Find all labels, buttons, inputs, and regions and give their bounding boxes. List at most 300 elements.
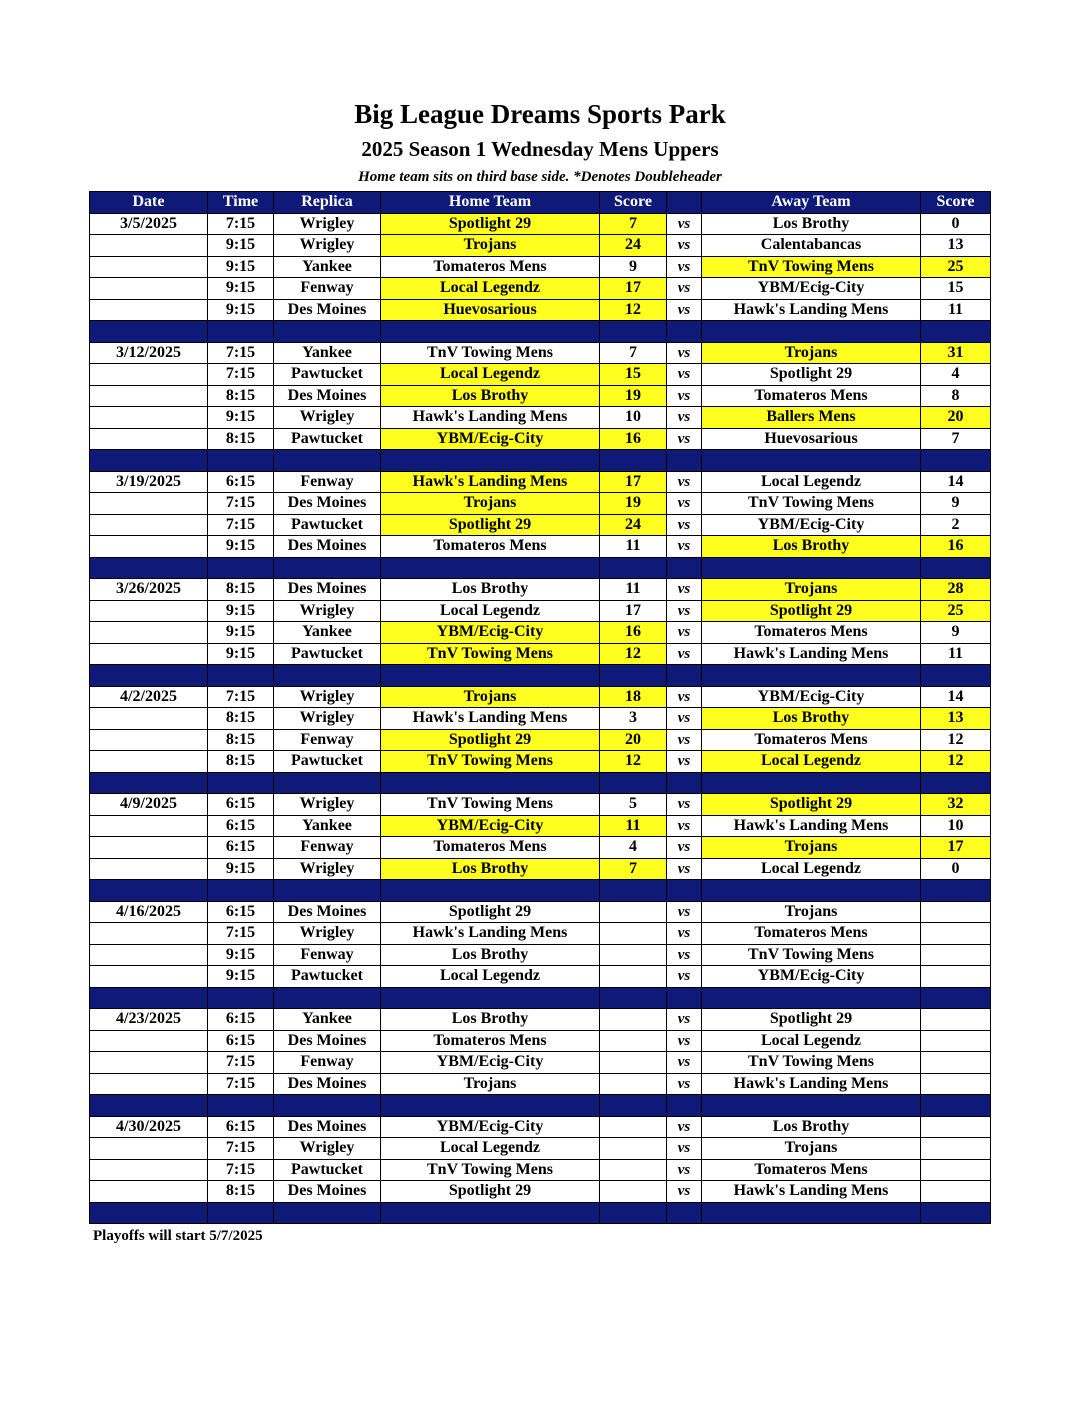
away-team-cell: YBM/Ecig-City [702,686,921,708]
home-team-cell: Tomateros Mens [381,837,600,859]
away-score-cell: 11 [921,299,991,321]
table-row [90,622,991,644]
replica-cell: Des Moines [274,901,381,923]
date-cell: 4/30/2025 [90,1116,208,1138]
replica-cell: Yankee [274,342,381,364]
time-cell: 7:15 [208,493,274,515]
date-cell: 3/12/2025 [90,342,208,364]
time-cell: 7:15 [208,1052,274,1074]
away-team-cell: TnV Towing Mens [702,944,921,966]
separator-cell [921,1202,991,1224]
home-team-cell: Los Brothy [381,1009,600,1031]
replica-cell: Wrigley [274,708,381,730]
replica-cell: Wrigley [274,1138,381,1160]
replica-cell: Des Moines [274,299,381,321]
time-cell: 8:15 [208,579,274,601]
separator-cell [208,1202,274,1224]
table-row [90,256,991,278]
away-team-cell: Spotlight 29 [702,1009,921,1031]
away-score-cell: 0 [921,858,991,880]
table-row [90,1116,991,1138]
away-score-cell: 9 [921,622,991,644]
away-team-cell: Trojans [702,579,921,601]
vs-cell: vs [667,815,702,837]
date-cell [90,944,208,966]
away-team-cell: Tomateros Mens [702,622,921,644]
vs-cell: vs [667,471,702,493]
date-cell [90,1030,208,1052]
table-row [90,407,991,429]
away-score-cell: 12 [921,751,991,773]
separator-cell [274,1202,381,1224]
vs-cell: vs [667,901,702,923]
vs-cell: vs [667,278,702,300]
date-cell [90,278,208,300]
separator-cell [600,557,667,579]
home-score-cell: 20 [600,729,667,751]
separator-cell [667,557,702,579]
time-cell: 7:15 [208,1159,274,1181]
separator-cell [667,1095,702,1117]
home-score-cell [600,944,667,966]
time-cell: 9:15 [208,600,274,622]
away-score-cell [921,944,991,966]
separator-cell [208,665,274,687]
separator-cell [600,450,667,472]
date-cell: 4/9/2025 [90,794,208,816]
home-score-cell: 15 [600,364,667,386]
away-team-cell: Los Brothy [702,708,921,730]
date-cell [90,407,208,429]
table-row [90,299,991,321]
home-score-cell [600,966,667,988]
home-team-cell: Local Legendz [381,1138,600,1160]
separator-cell [90,880,208,902]
home-score-cell: 18 [600,686,667,708]
table-row [90,643,991,665]
away-score-cell: 28 [921,579,991,601]
home-score-cell: 7 [600,342,667,364]
separator-cell [702,557,921,579]
vs-cell: vs [667,858,702,880]
home-score-cell: 17 [600,600,667,622]
date-cell [90,385,208,407]
separator-cell [921,557,991,579]
replica-cell: Des Moines [274,1116,381,1138]
playoffs-note: Playoffs will start 5/7/2025 [93,1228,263,1244]
home-score-cell [600,1009,667,1031]
vs-cell: vs [667,1159,702,1181]
time-cell: 6:15 [208,815,274,837]
vs-cell: vs [667,794,702,816]
vs-cell: vs [667,1181,702,1203]
home-team-cell: Hawk's Landing Mens [381,923,600,945]
replica-cell: Fenway [274,729,381,751]
vs-cell: vs [667,385,702,407]
home-score-cell: 16 [600,622,667,644]
header-vs [667,192,702,214]
away-score-cell: 12 [921,729,991,751]
home-score-cell: 7 [600,213,667,235]
separator-cell [208,1095,274,1117]
separator-cell [667,665,702,687]
away-score-cell: 0 [921,213,991,235]
vs-cell: vs [667,536,702,558]
separator-cell [600,1202,667,1224]
home-score-cell: 3 [600,708,667,730]
vs-cell: vs [667,643,702,665]
away-team-cell: Hawk's Landing Mens [702,1073,921,1095]
replica-cell: Yankee [274,1009,381,1031]
home-score-cell: 19 [600,493,667,515]
separator-cell [702,880,921,902]
date-cell [90,514,208,536]
table-row [90,342,991,364]
separator-cell [274,1095,381,1117]
date-cell [90,858,208,880]
separator-cell [381,987,600,1009]
away-score-cell: 17 [921,837,991,859]
replica-cell: Pawtucket [274,428,381,450]
away-score-cell: 16 [921,536,991,558]
away-score-cell: 11 [921,643,991,665]
replica-cell: Des Moines [274,1073,381,1095]
away-team-cell: Calentabancas [702,235,921,257]
week-separator-row [90,557,991,579]
away-team-cell: Trojans [702,1138,921,1160]
home-score-cell: 17 [600,278,667,300]
replica-cell: Wrigley [274,686,381,708]
separator-cell [274,665,381,687]
home-team-cell: Hawk's Landing Mens [381,708,600,730]
replica-cell: Des Moines [274,1030,381,1052]
time-cell: 6:15 [208,794,274,816]
time-cell: 7:15 [208,1073,274,1095]
date-cell [90,729,208,751]
table-row [90,364,991,386]
header-row [90,192,991,214]
separator-cell [702,450,921,472]
replica-cell: Fenway [274,1052,381,1074]
table-row [90,278,991,300]
table-row [90,471,991,493]
separator-cell [381,557,600,579]
separator-cell [381,321,600,343]
vs-cell: vs [667,1116,702,1138]
date-cell [90,837,208,859]
table-row [90,794,991,816]
replica-cell: Yankee [274,815,381,837]
time-cell: 8:15 [208,751,274,773]
away-team-cell: Los Brothy [702,213,921,235]
time-cell: 9:15 [208,944,274,966]
time-cell: 7:15 [208,213,274,235]
vs-cell: vs [667,256,702,278]
away-score-cell [921,1138,991,1160]
vs-cell: vs [667,923,702,945]
away-team-cell: Spotlight 29 [702,600,921,622]
time-cell: 8:15 [208,708,274,730]
away-score-cell [921,1181,991,1203]
vs-cell: vs [667,299,702,321]
home-team-cell: Trojans [381,1073,600,1095]
away-team-cell: YBM/Ecig-City [702,966,921,988]
time-cell: 9:15 [208,622,274,644]
away-score-cell: 10 [921,815,991,837]
time-cell: 9:15 [208,235,274,257]
time-cell: 9:15 [208,643,274,665]
date-cell [90,1073,208,1095]
replica-cell: Wrigley [274,858,381,880]
week-separator-row [90,321,991,343]
time-cell: 9:15 [208,858,274,880]
table-row [90,858,991,880]
replica-cell: Wrigley [274,923,381,945]
away-team-cell: Trojans [702,342,921,364]
time-cell: 8:15 [208,729,274,751]
time-cell: 6:15 [208,837,274,859]
date-cell: 3/26/2025 [90,579,208,601]
away-score-cell: 13 [921,235,991,257]
separator-cell [702,987,921,1009]
away-team-cell: Hawk's Landing Mens [702,299,921,321]
away-score-cell [921,901,991,923]
separator-cell [90,987,208,1009]
replica-cell: Yankee [274,622,381,644]
schedule-table [89,191,991,1224]
time-cell: 7:15 [208,686,274,708]
time-cell: 8:15 [208,428,274,450]
separator-cell [208,772,274,794]
separator-cell [702,665,921,687]
page-subtitle: 2025 Season 1 Wednesday Mens Uppers [361,137,719,161]
away-score-cell: 14 [921,471,991,493]
away-team-cell: Hawk's Landing Mens [702,815,921,837]
away-score-cell [921,1159,991,1181]
replica-cell: Wrigley [274,213,381,235]
replica-cell: Pawtucket [274,1159,381,1181]
home-team-cell: Los Brothy [381,579,600,601]
table-row [90,1009,991,1031]
time-cell: 6:15 [208,1030,274,1052]
home-team-cell: YBM/Ecig-City [381,815,600,837]
week-separator-row [90,880,991,902]
separator-cell [208,987,274,1009]
separator-cell [600,1095,667,1117]
home-score-cell [600,1181,667,1203]
away-team-cell: Local Legendz [702,1030,921,1052]
vs-cell: vs [667,579,702,601]
table-row [90,901,991,923]
vs-cell: vs [667,1030,702,1052]
vs-cell: vs [667,213,702,235]
away-team-cell: Ballers Mens [702,407,921,429]
separator-cell [381,772,600,794]
table-row [90,815,991,837]
separator-cell [381,1095,600,1117]
time-cell: 6:15 [208,901,274,923]
home-score-cell: 4 [600,837,667,859]
home-team-cell: Hawk's Landing Mens [381,407,600,429]
vs-cell: vs [667,407,702,429]
away-score-cell: 31 [921,342,991,364]
vs-cell: vs [667,514,702,536]
table-row [90,708,991,730]
date-cell [90,643,208,665]
time-cell: 7:15 [208,514,274,536]
time-cell: 6:15 [208,1009,274,1031]
replica-cell: Des Moines [274,385,381,407]
home-score-cell: 12 [600,751,667,773]
time-cell: 7:15 [208,342,274,364]
time-cell: 7:15 [208,923,274,945]
date-cell [90,1181,208,1203]
separator-cell [90,450,208,472]
date-cell [90,299,208,321]
home-score-cell [600,1159,667,1181]
away-team-cell: Hawk's Landing Mens [702,1181,921,1203]
header-home-team: Home Team [381,192,600,214]
vs-cell: vs [667,600,702,622]
replica-cell: Wrigley [274,235,381,257]
away-team-cell: YBM/Ecig-City [702,278,921,300]
home-team-cell: Los Brothy [381,944,600,966]
separator-cell [90,665,208,687]
replica-cell: Wrigley [274,794,381,816]
away-team-cell: Spotlight 29 [702,364,921,386]
vs-cell: vs [667,1052,702,1074]
away-score-cell: 4 [921,364,991,386]
away-team-cell: Trojans [702,901,921,923]
vs-cell: vs [667,837,702,859]
vs-cell: vs [667,1073,702,1095]
separator-cell [667,450,702,472]
home-team-cell: Trojans [381,493,600,515]
separator-cell [381,1202,600,1224]
away-team-cell: YBM/Ecig-City [702,514,921,536]
separator-cell [702,321,921,343]
replica-cell: Yankee [274,256,381,278]
table-row [90,213,991,235]
away-team-cell: Trojans [702,837,921,859]
table-row [90,428,991,450]
away-team-cell: TnV Towing Mens [702,1052,921,1074]
table-row [90,966,991,988]
away-team-cell: Local Legendz [702,858,921,880]
week-separator-row [90,450,991,472]
separator-cell [274,321,381,343]
date-cell [90,536,208,558]
away-score-cell: 25 [921,256,991,278]
replica-cell: Fenway [274,837,381,859]
home-team-cell: Spotlight 29 [381,514,600,536]
home-team-cell: YBM/Ecig-City [381,428,600,450]
date-cell [90,428,208,450]
replica-cell: Wrigley [274,600,381,622]
replica-cell: Pawtucket [274,751,381,773]
away-team-cell: Spotlight 29 [702,794,921,816]
home-score-cell: 11 [600,536,667,558]
header-home-score: Score [600,192,667,214]
separator-cell [600,772,667,794]
separator-cell [381,880,600,902]
separator-cell [208,557,274,579]
home-score-cell: 16 [600,428,667,450]
vs-cell: vs [667,493,702,515]
table-row [90,837,991,859]
away-score-cell: 7 [921,428,991,450]
vs-cell: vs [667,944,702,966]
separator-cell [274,880,381,902]
home-score-cell: 24 [600,235,667,257]
replica-cell: Des Moines [274,579,381,601]
away-team-cell: Local Legendz [702,751,921,773]
date-cell [90,1159,208,1181]
home-team-cell: TnV Towing Mens [381,794,600,816]
time-cell: 9:15 [208,536,274,558]
separator-cell [90,1095,208,1117]
table-row [90,944,991,966]
away-score-cell: 8 [921,385,991,407]
away-score-cell [921,1030,991,1052]
table-row [90,1181,991,1203]
home-score-cell [600,1073,667,1095]
home-team-cell: Spotlight 29 [381,1181,600,1203]
date-cell [90,923,208,945]
week-separator-row [90,1095,991,1117]
home-team-cell: Los Brothy [381,385,600,407]
home-score-cell: 24 [600,514,667,536]
home-score-cell: 12 [600,643,667,665]
separator-cell [921,880,991,902]
separator-cell [702,772,921,794]
home-score-cell [600,1052,667,1074]
table-row [90,686,991,708]
home-score-cell: 19 [600,385,667,407]
vs-cell: vs [667,235,702,257]
home-team-cell: Los Brothy [381,858,600,880]
date-cell: 3/19/2025 [90,471,208,493]
replica-cell: Fenway [274,471,381,493]
table-row [90,385,991,407]
away-score-cell: 32 [921,794,991,816]
separator-cell [208,880,274,902]
away-score-cell [921,1073,991,1095]
away-team-cell: TnV Towing Mens [702,256,921,278]
separator-cell [667,880,702,902]
table-row [90,1073,991,1095]
vs-cell: vs [667,729,702,751]
separator-cell [90,772,208,794]
date-cell [90,622,208,644]
date-cell [90,364,208,386]
home-team-cell: TnV Towing Mens [381,643,600,665]
separator-cell [667,987,702,1009]
date-cell [90,1052,208,1074]
replica-cell: Pawtucket [274,643,381,665]
time-cell: 9:15 [208,407,274,429]
separator-cell [208,450,274,472]
replica-cell: Fenway [274,278,381,300]
vs-cell: vs [667,428,702,450]
time-cell: 7:15 [208,364,274,386]
home-team-cell: Spotlight 29 [381,213,600,235]
date-cell [90,966,208,988]
table-row [90,493,991,515]
header-away-score: Score [921,192,991,214]
table-row [90,536,991,558]
separator-cell [600,880,667,902]
